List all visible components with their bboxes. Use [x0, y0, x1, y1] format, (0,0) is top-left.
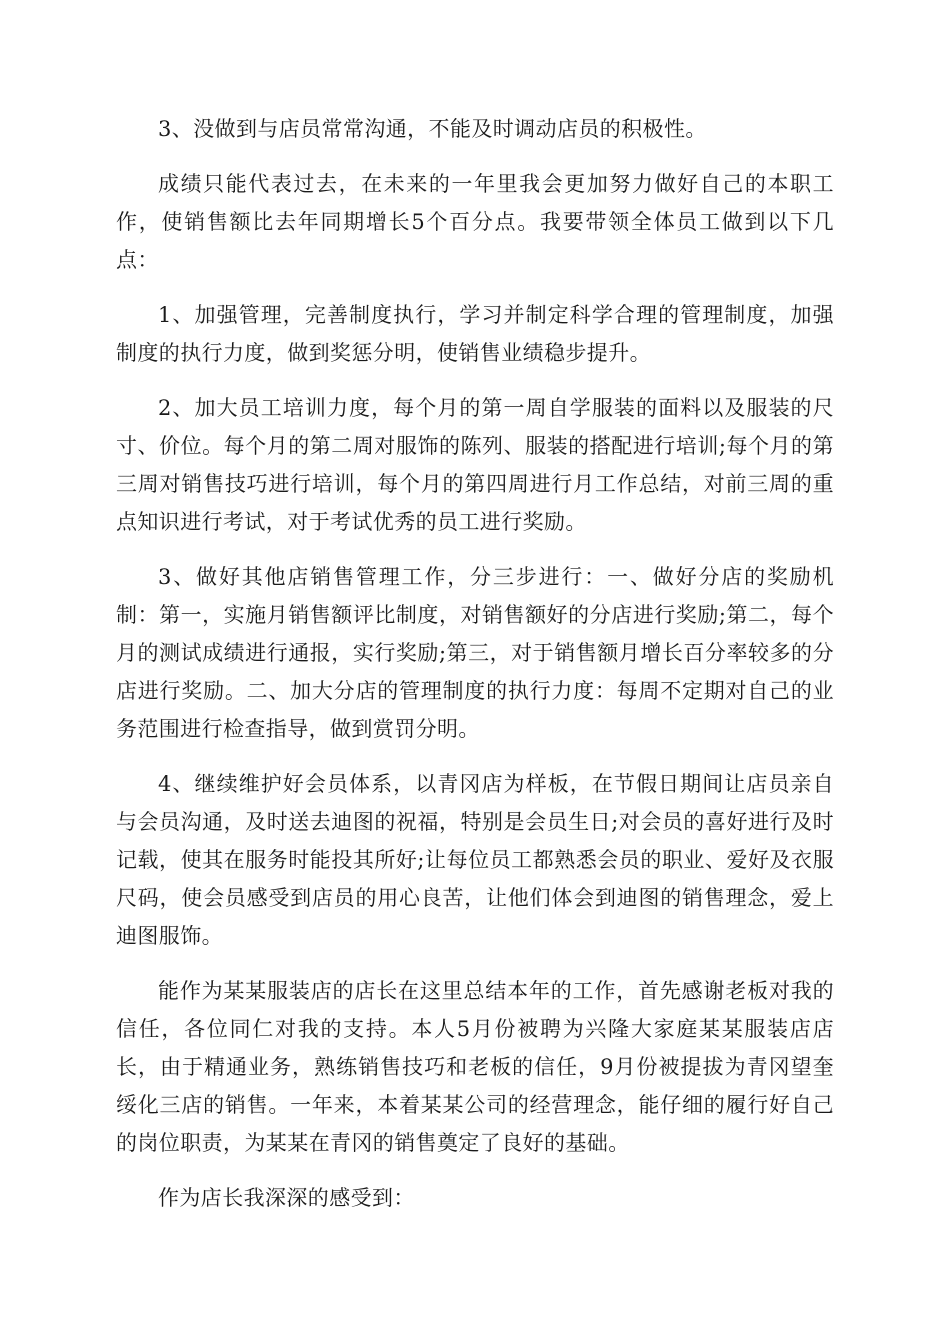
paragraph-7: 能作为某某服装店的店长在这里总结本年的工作，首先感谢老板对我的信任，各位同仁对我的支持。本人5月份被聘为兴隆大家庭某某服装店店长，由于精通业务，熟练销售技巧和老板的信任，9月份被提拔为青冈望奎绥化三店的销售。一年来，本着某某公司的经营理念，能仔细的履行好自己的岗位职责，为某某在青冈的销售奠定了良好的基础。 — [116, 979, 834, 1155]
paragraph-2: 成绩只能代表过去，在未来的一年里我会更加努力做好自己的本职工作，使销售额比去年同期增长5个百分点。我要带领全体员工做到以下几点： — [116, 172, 834, 272]
paragraph-6: 4、继续维护好会员体系，以青冈店为样板，在节假日期间让店员亲自与会员沟通，及时送去迪图的祝福，特别是会员生日;对会员的喜好进行及时记载，使其在服务时能投其所好;让每位员工都熟悉会员的职业、爱好及衣服尺码，使会员感受到店员的用心良苦，让他们体会到迪图的销售理念，爱上迪图服饰。 — [116, 772, 834, 948]
paragraph-4: 2、加大员工培训力度，每个月的第一周自学服装的面料以及服装的尺寸、价位。每个月的第二周对服饰的陈列、服装的搭配进行培训;每个月的第三周对销售技巧进行培训，每个月的第四周进行月工作总结，对前三周的重点知识进行考试，对于考试优秀的员工进行奖励。 — [116, 396, 834, 534]
paragraph-8: 作为店长我深深的感受到： — [158, 1186, 415, 1210]
paragraph-1: 3、没做到与店员常常沟通，不能及时调动店员的积极性。 — [158, 117, 707, 141]
paragraph-5: 3、做好其他店销售管理工作，分三步进行：一、做好分店的奖励机制：第一，实施月销售额评比制度，对销售额好的分店进行奖励;第二，每个月的测试成绩进行通报，实行奖励;第三，对于销售额月增长百分率较多的分店进行奖励。二、加大分店的管理制度的执行力度：每周不定期对自己的业务范围进行检查指导，做到赏罚分明。 — [116, 565, 834, 741]
document-body — [116, 110, 834, 1234]
paragraph-3: 1、加强管理，完善制度执行，学习并制定科学合理的管理制度，加强制度的执行力度，做到奖惩分明，使销售业绩稳步提升。 — [116, 303, 834, 365]
